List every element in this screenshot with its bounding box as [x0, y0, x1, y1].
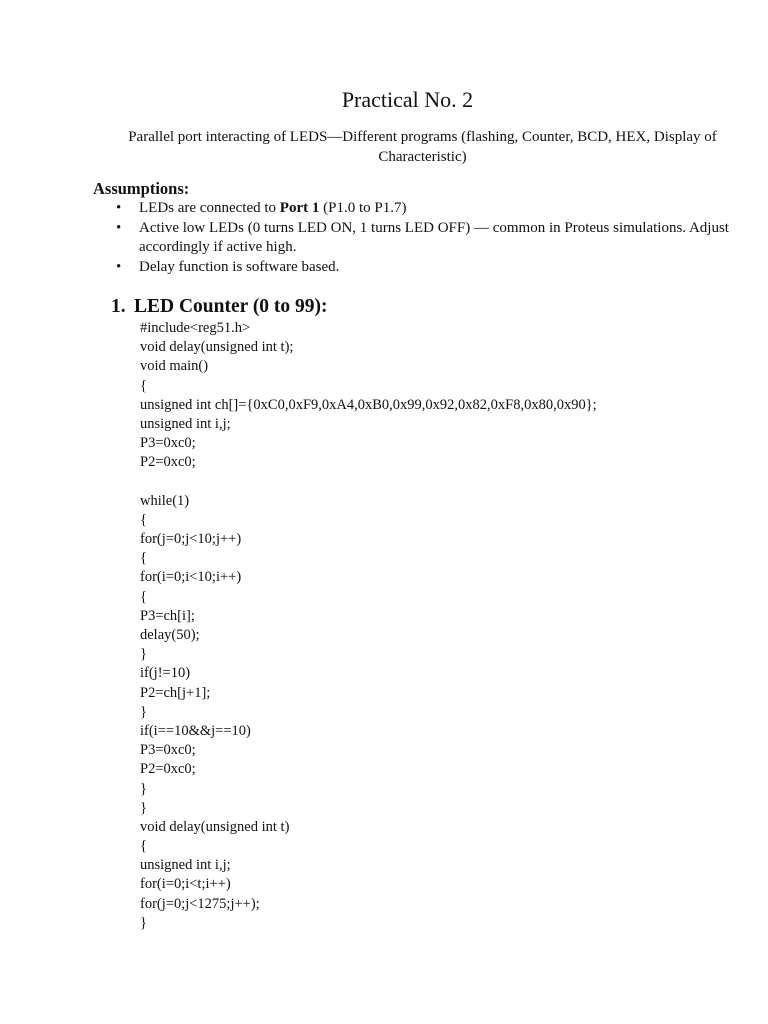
assumptions-heading: Assumptions:	[93, 179, 190, 198]
bullet-icon: •	[116, 219, 122, 236]
code-line: if(i==10&&j==10)	[140, 722, 251, 739]
code-line: for(i=0;i<10;i++)	[140, 569, 242, 586]
code-line: {	[140, 838, 147, 855]
code-line: }	[140, 646, 147, 663]
code-line: while(1)	[140, 492, 190, 509]
code-line: unsigned int ch[]={0xC0,0xF9,0xA4,0xB0,0x99,0x92,0x82,0xF8,0x80,0x90};	[140, 396, 597, 413]
list-item	[112, 219, 732, 258]
code-line: unsigned int i,j;	[140, 857, 231, 874]
code-line: P3=ch[i];	[140, 607, 195, 624]
page-title: Practical No. 2	[341, 87, 474, 112]
code-line: }	[140, 703, 147, 720]
code-line: for(j=0;j<1275;j++);	[140, 895, 260, 912]
code-line: }	[140, 780, 147, 797]
code-line: P3=0xc0;	[140, 435, 196, 452]
list-item	[112, 199, 732, 219]
code-line: void delay(unsigned int t)	[140, 818, 290, 835]
code-line: {	[140, 550, 147, 567]
code-line: P2=0xc0;	[140, 454, 196, 471]
section-title: LED Counter (0 to 99):	[134, 296, 328, 317]
section-heading	[111, 295, 328, 319]
list-item-text: LEDs are connected to	[139, 200, 280, 216]
code-line: P3=0xc0;	[140, 742, 196, 759]
code-line: if(j!=10)	[140, 665, 191, 682]
code-line: {	[140, 511, 147, 528]
code-line: unsigned int i,j;	[140, 415, 231, 432]
code-line	[140, 473, 597, 492]
code-line: #include<reg51.h>	[140, 320, 251, 336]
code-line: P2=0xc0;	[140, 761, 196, 778]
assumptions-list	[112, 199, 732, 277]
bullet-icon: •	[116, 258, 122, 275]
code-line: }	[140, 914, 147, 931]
list-item-text: Delay function is software based.	[139, 258, 340, 275]
code-line: }	[140, 799, 147, 816]
code-line: delay(50);	[140, 627, 200, 643]
page-subtitle: Parallel port interacting of LEDS—Different programs (flashing, Counter, BCD, HEX, Display of Characteristic)	[128, 129, 717, 165]
code-line: P2=ch[j+1];	[140, 684, 211, 701]
list-item	[112, 258, 732, 278]
list-item-text: (P1.0 to P1.7)	[319, 200, 407, 216]
list-item-bold-text: Port 1	[279, 200, 320, 216]
code-line: void main()	[140, 358, 209, 375]
section-number: 1.	[111, 296, 126, 317]
code-line: for(j=0;j<10;j++)	[140, 531, 242, 548]
code-block	[140, 319, 597, 933]
code-line: void delay(unsigned int t);	[140, 339, 294, 356]
code-line: {	[140, 588, 147, 605]
list-item-text: Active low LEDs (0 turns LED ON, 1 turns LED OFF) — common in Proteus simulations. Adjust accordingly if active high.	[139, 219, 729, 255]
bullet-icon: •	[116, 200, 122, 216]
code-line: for(i=0;i<t;i++)	[140, 876, 231, 893]
code-line: {	[140, 377, 147, 394]
